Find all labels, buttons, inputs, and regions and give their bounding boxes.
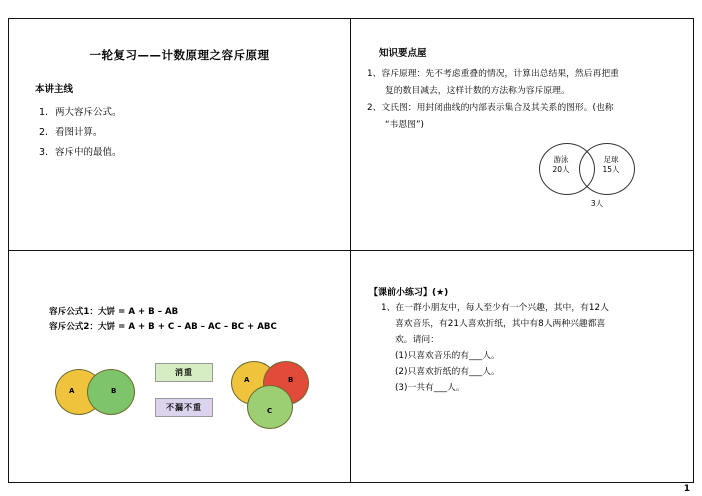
slide-4-body [381, 301, 681, 397]
body-line: 复的数目减去，这样计数的方法称为容斥原理。 [385, 86, 570, 96]
slide-1-outline-list [39, 103, 122, 163]
list-item-label: 两大容斥公式。 [55, 107, 122, 118]
list-item-number: 1. [39, 107, 49, 118]
callout-boxes [155, 363, 215, 433]
venn-label-left-line2: 20人 [552, 165, 570, 174]
slide-3-diagrams [43, 359, 323, 434]
slide-3 [8, 251, 351, 484]
slide-2-title: 知识要点屋 [379, 48, 427, 59]
venn-label-intersection: 3人 [590, 199, 604, 208]
list-item [39, 103, 122, 123]
callout-box-deduplicate: 消重 [155, 363, 213, 382]
formula-line: 容斥公式2：大饼 = A + B + C – AB – AC – BC + ABC [49, 321, 277, 332]
slide-3-formulas [49, 305, 277, 335]
venn-diagram-three-set-colored [231, 361, 325, 431]
body-line: 1、在一群小朋友中，每人至少有一个兴趣，其中，有12人 [381, 302, 609, 313]
slide-4 [351, 251, 694, 484]
body-line: “韦恩图”) [385, 120, 424, 130]
slide-2-body [367, 67, 679, 135]
venn-label-right-line2: 15人 [602, 165, 620, 174]
venn-label-c: C [267, 406, 273, 415]
venn-label-right [593, 155, 629, 175]
body-line: 欢。请问： [395, 334, 439, 345]
body-line: 喜欢音乐，有21人喜欢折纸，其中有8人两种兴趣都喜 [395, 318, 606, 329]
body-line: (3)一共有___人。 [395, 382, 465, 393]
slide-1 [8, 18, 351, 251]
venn-label-b: B [111, 386, 117, 395]
venn-diagram-two-set [537, 141, 662, 219]
list-item-label: 容斥中的最值。 [55, 147, 122, 158]
body-line: 2、文氏图：用封闭曲线的内部表示集合及其关系的图形。(也称 [367, 103, 614, 113]
venn-diagram-two-set-colored [55, 369, 141, 417]
list-item [39, 123, 122, 143]
body-line: (2)只喜欢折纸的有___人。 [395, 366, 500, 377]
venn-label-a: A [244, 375, 250, 384]
formula-line: 容斥公式1：大饼 = A + B – AB [49, 306, 179, 317]
slide-2 [351, 18, 694, 251]
venn-label-left [543, 155, 579, 175]
body-line: (1)只喜欢音乐的有___人。 [395, 350, 500, 361]
list-item [39, 143, 122, 163]
venn-label-b: B [288, 375, 294, 384]
venn-label-left-line1: 游泳 [553, 155, 569, 164]
page-number: 1 [683, 484, 690, 494]
slide-4-title: 【课前小练习】(★) [369, 287, 449, 298]
list-item-number: 2. [39, 127, 49, 138]
body-line: 1、容斥原理：先不考虑重叠的情况，计算出总结果，然后再把重 [367, 69, 619, 79]
venn-label-a: A [69, 386, 75, 395]
slide-grid [8, 18, 694, 483]
venn-label-right-line1: 足球 [603, 155, 619, 164]
list-item-label: 看图计算。 [55, 127, 103, 138]
slide-1-title: 一轮复习——计数原理之容斥原理 [89, 48, 270, 62]
list-item-number: 3. [39, 147, 49, 158]
slide-1-subtitle: 本讲主线 [35, 84, 74, 95]
callout-box-no-omission-no-repeat: 不漏不重 [155, 398, 213, 417]
